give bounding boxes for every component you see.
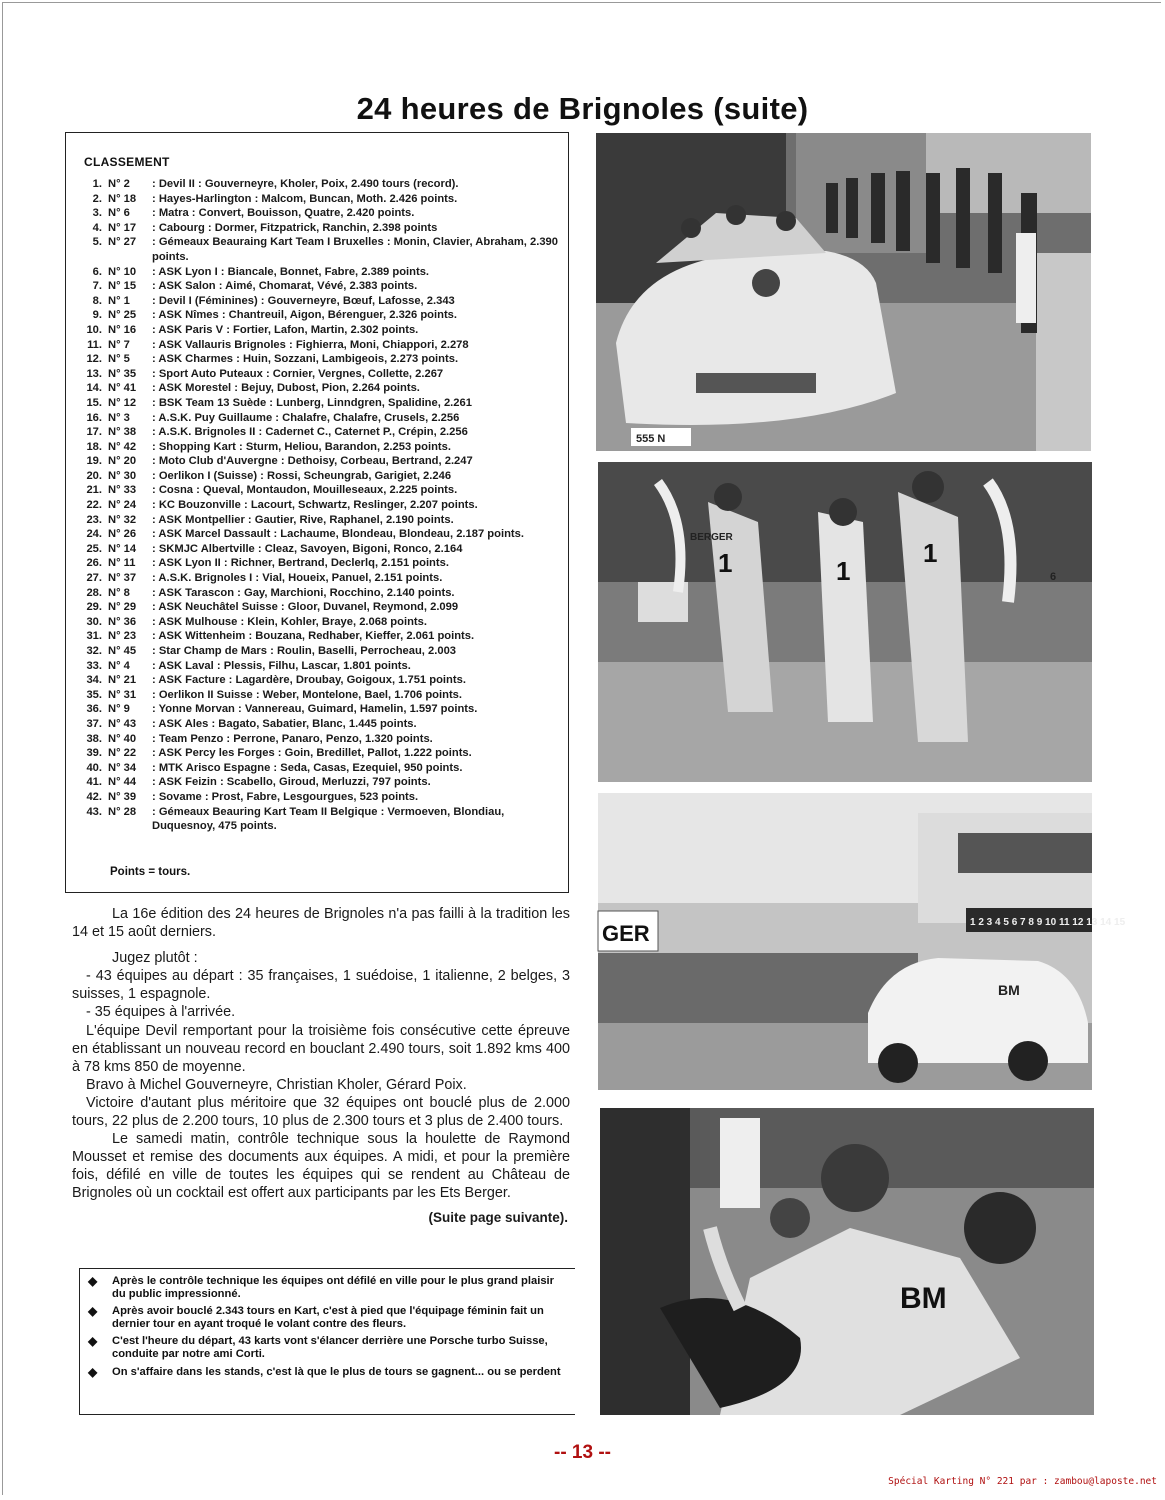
rank-position: 27. <box>86 572 102 585</box>
team-result: : Hayes-Harlington : Malcom, Buncan, Moth. 2.426 points. <box>152 192 458 205</box>
classement-row <box>80 440 560 455</box>
classement-heading: CLASSEMENT <box>84 155 170 169</box>
team-result: : ASK Facture : Lagardère, Droubay, Goigoux, 1.751 points. <box>152 674 466 687</box>
team-result: : ASK Lyon I : Biancale, Bonnet, Fabre, 2.389 points. <box>152 265 430 278</box>
classement-row <box>80 732 560 747</box>
classement-row <box>80 600 560 615</box>
classement-row <box>80 556 560 571</box>
caption-text: C'est l'heure du départ, 43 karts vont s'élancer derrière une Porsche turbo Suisse, conduite par notre ami Corti. <box>112 1335 548 1360</box>
caption-text: On s'affaire dans les stands, c'est là que le plus de tours se gagnent... ou se perdent <box>112 1365 561 1378</box>
classement-row <box>80 673 560 688</box>
rank-position: 10. <box>86 323 102 336</box>
team-number: N° 36 <box>108 615 137 628</box>
rank-position: 4. <box>92 221 102 234</box>
classement-row <box>80 659 560 674</box>
article-paragraph: L'équipe Devil remportant pour la troisième fois consécutive cette épreuve en établissant un nouveau record en bouclant 2.490 tours, soit 1.892 kms 400 à 78 kms 850 de moyenne. <box>72 1022 570 1075</box>
rank-position: 20. <box>86 469 102 482</box>
team-number: N° 38 <box>108 426 137 439</box>
team-number: N° 42 <box>108 440 137 453</box>
photo-start-porsche <box>598 793 1126 1090</box>
diamond-bullet-icon: ◆ <box>88 1334 98 1349</box>
team-number: N° 29 <box>108 601 137 614</box>
continued-note: (Suite page suivante). <box>428 1209 568 1225</box>
rank-position: 18. <box>86 440 102 453</box>
photo2-sponsor: BERGER <box>690 532 733 543</box>
photo-pit-stand <box>600 1108 1094 1415</box>
team-result: : Oerlikon I (Suisse) : Rossi, Scheungrab, Garigiet, 2.246 <box>152 469 452 482</box>
team-result: : A.S.K. Brignoles II : Cadernet C., Caternet P., Crépin, 2.256 <box>152 426 468 439</box>
classement-note: Points = tours. <box>110 866 191 878</box>
team-result: : A.S.K. Brignoles I : Vial, Houeix, Panuel, 2.151 points. <box>152 572 443 585</box>
team-result: : Star Champ de Mars : Roulin, Baselli, Perrocheau, 2.003 <box>152 645 457 657</box>
classement-row <box>80 352 560 367</box>
team-number: N° 23 <box>108 630 137 643</box>
photo3-lap-board: 1 2 3 4 5 6 7 8 9 10 11 12 13 14 15 <box>970 917 1126 928</box>
team-number: N° 7 <box>108 338 130 351</box>
rank-position: 42. <box>86 790 102 803</box>
team-number: N° 27 <box>108 236 137 249</box>
classement-row <box>80 221 560 236</box>
team-result: : Yonne Morvan : Vannereau, Guimard, Hamelin, 1.597 points. <box>152 703 478 716</box>
team-result: : ASK Salon : Aimé, Chomarat, Vévé, 2.383 points. <box>152 280 418 293</box>
team-number: N° 41 <box>108 382 137 395</box>
classement-row <box>80 702 560 717</box>
team-number: N° 24 <box>108 499 137 512</box>
team-result: : Oerlikon II Suisse : Weber, Montelone, Bael, 1.706 points. <box>152 688 463 701</box>
photo-caption <box>88 1366 569 1379</box>
diamond-bullet-icon: ◆ <box>88 1304 98 1319</box>
classement-box <box>65 132 569 893</box>
classement-row <box>80 761 560 776</box>
team-number: N° 30 <box>108 469 137 482</box>
classement-row <box>80 308 560 323</box>
article-paragraph: Jugez plutôt : <box>112 950 198 967</box>
team-number: N° 39 <box>108 790 137 803</box>
team-result: : Matra : Convert, Bouisson, Quatre, 2.420 points. <box>152 207 415 220</box>
rank-position: 36. <box>86 703 102 716</box>
rank-position: 6. <box>92 265 102 278</box>
team-result: : Team Penzo : Perrone, Panaro, Penzo, 1.320 points. <box>152 732 433 745</box>
classement-row <box>80 192 560 207</box>
classement-row <box>80 469 560 484</box>
diamond-bullet-icon: ◆ <box>88 1274 98 1288</box>
photo2-bib-2: 1 <box>836 556 851 586</box>
rank-position: 13. <box>86 367 102 380</box>
rank-position: 30. <box>86 615 102 628</box>
classement-row <box>80 542 560 557</box>
team-result: : Gémeaux Beauring Kart Team II Belgique : Vermoeven, Blondiau, Duquesnoy, 475 points. <box>152 805 505 833</box>
team-number: N° 1 <box>108 294 130 307</box>
team-number: N° 26 <box>108 528 137 541</box>
team-result: : SKMJC Albertville : Cleaz, Savoyen, Bigoni, Ronco, 2.164 <box>152 542 463 555</box>
classement-row <box>80 615 560 630</box>
classement-row <box>80 746 560 761</box>
team-number: N° 28 <box>108 805 137 818</box>
rank-position: 12. <box>86 353 102 366</box>
rank-position: 19. <box>86 455 102 468</box>
photo-captions-box <box>79 1268 575 1415</box>
article-paragraph: Victoire d'autant plus méritoire que 32 équipes ont bouclé plus de 2.000 tours, 22 plus de 2.200 tours, 10 plus de 2.300 tours et 3 plus de 2.400 tours. <box>72 1094 570 1130</box>
classement-row <box>80 294 560 309</box>
rank-position: 21. <box>86 484 102 497</box>
article-paragraph: - 35 équipes à l'arrivée. <box>86 1004 236 1021</box>
team-number: N° 18 <box>108 192 137 205</box>
team-result: : ASK Vallauris Brignoles : Fighierra, Moni, Chiappori, 2.278 <box>152 338 469 351</box>
photo1-plate: 555 N <box>636 433 666 445</box>
team-result: : Gémeaux Beauraing Kart Team I Bruxelles : Monin, Clavier, Abraham, 2.390 points. <box>152 236 558 263</box>
team-result: : Cosna : Queval, Montaudon, Mouilleseaux, 2.225 points. <box>152 484 458 497</box>
classement-row <box>80 527 560 542</box>
rank-position: 24. <box>86 528 102 541</box>
team-result: : A.S.K. Puy Guillaume : Chalafre, Chalafre, Crusels, 2.256 <box>152 411 460 424</box>
photo-caption <box>88 1275 569 1300</box>
rank-position: 38. <box>86 732 102 745</box>
classement-row <box>80 323 560 338</box>
team-result: : ASK Lyon II : Richner, Bertrand, Declerlq, 2.151 points. <box>152 557 449 570</box>
rank-position: 29. <box>86 601 102 614</box>
team-result: : ASK Marcel Dassault : Lachaume, Blondeau, Blondeau, 2.187 points. <box>152 528 524 541</box>
rank-position: 31. <box>86 630 102 643</box>
team-result: : KC Bouzonville : Lacourt, Schwartz, Reslinger, 2.207 points. <box>152 499 478 512</box>
classement-row <box>80 775 560 790</box>
team-number: N° 14 <box>108 542 137 555</box>
classement-row <box>80 381 560 396</box>
rank-position: 34. <box>86 674 102 687</box>
team-result: : ASK Charmes : Huin, Sozzani, Lambigeois, 2.273 points. <box>152 353 459 366</box>
classement-row <box>80 177 560 192</box>
team-result: : ASK Feizin : Scabello, Giroud, Merluzzi, 797 points. <box>152 776 431 789</box>
rank-position: 33. <box>86 659 102 672</box>
team-result: : ASK Wittenheim : Bouzana, Redhaber, Kieffer, 2.061 points. <box>152 630 475 643</box>
team-result: : Cabourg : Dormer, Fitzpatrick, Ranchin, 2.398 points <box>152 221 438 234</box>
rank-position: 2. <box>92 192 102 205</box>
team-result: : Devil I (Féminines) : Gouverneyre, Bœuf, Lafosse, 2.343 <box>152 294 455 307</box>
team-result: : ASK Nîmes : Chantreuil, Aigon, Bérenguer, 2.326 points. <box>152 309 458 322</box>
team-number: N° 2 <box>108 178 130 190</box>
photo3-sign: GER <box>602 921 650 946</box>
team-result: : MTK Arisco Espagne : Seda, Casas, Ezequiel, 950 points. <box>152 761 463 774</box>
classement-row <box>80 411 560 426</box>
rank-position: 8. <box>92 294 102 307</box>
team-number: N° 17 <box>108 221 137 234</box>
photo-women-team <box>598 462 1092 782</box>
rank-position: 22. <box>86 499 102 512</box>
team-result: : ASK Percy les Forges : Goin, Bredillet, Pallot, 1.222 points. <box>152 747 472 760</box>
team-number: N° 16 <box>108 323 137 336</box>
rank-position: 16. <box>86 411 102 424</box>
rank-position: 11. <box>87 338 102 351</box>
team-number: N° 6 <box>108 207 130 220</box>
team-number: N° 45 <box>108 645 137 657</box>
rank-position: 5. <box>92 236 102 249</box>
classement-row <box>80 571 560 586</box>
team-number: N° 31 <box>108 688 137 701</box>
team-number: N° 15 <box>108 280 137 293</box>
classement-row <box>80 498 560 513</box>
rank-position: 17. <box>86 426 102 439</box>
caption-text: Après avoir bouclé 2.343 tours en Kart, c'est à pied que l'équipage féminin fait un dernier tour en ayant troqué le volant contre des fleurs. <box>112 1305 544 1330</box>
classement-row <box>80 367 560 382</box>
team-result: : ASK Ales : Bagato, Sabatier, Blanc, 1.445 points. <box>152 717 417 730</box>
classement-row <box>80 513 560 528</box>
classement-row <box>80 265 560 280</box>
classement-row <box>80 790 560 805</box>
classement-row <box>80 717 560 732</box>
rank-position: 26. <box>86 557 102 570</box>
rank-position: 41. <box>86 776 102 789</box>
team-number: N° 33 <box>108 484 137 497</box>
team-result: : Moto Club d'Auvergne : Dethoisy, Corbeau, Bertrand, 2.247 <box>152 455 473 468</box>
rank-position: 43. <box>86 805 102 818</box>
team-number: N° 4 <box>108 659 130 672</box>
rank-position: 7. <box>92 280 102 293</box>
team-result: : ASK Tarascon : Gay, Marchioni, Rocchino, 2.140 points. <box>152 586 455 599</box>
classement-row <box>80 206 560 221</box>
page-title: 24 heures de Brignoles (suite) <box>356 90 809 126</box>
classement-row <box>80 483 560 498</box>
caption-text: Après le contrôle technique les équipes ont défilé en ville pour le plus grand plaisir du public impressionné. <box>112 1275 555 1300</box>
classement-row <box>80 425 560 440</box>
classement-row <box>80 396 560 411</box>
photo2-bib-3: 1 <box>923 538 938 568</box>
team-result: : ASK Montpellier : Gautier, Rive, Raphanel, 2.190 points. <box>152 513 454 526</box>
rank-position: 23. <box>86 513 102 526</box>
team-number: N° 3 <box>108 411 130 424</box>
team-result: : ASK Morestel : Bejuy, Dubost, Pion, 2.264 points. <box>152 382 420 395</box>
team-result: : Sovame : Prost, Fabre, Lesgourgues, 523 points. <box>152 790 419 803</box>
photo-parade <box>596 133 1091 451</box>
article-paragraph: La 16e édition des 24 heures de Brignoles n'a pas failli à la tradition les 14 et 15 août derniers. <box>72 906 570 941</box>
rank-position: 39. <box>86 747 102 760</box>
page-credit: Spécial Karting N° 221 par : zambou@laposte.net <box>888 1476 1157 1487</box>
classement-row <box>80 629 560 644</box>
photo2-bib-1: 1 <box>718 548 733 578</box>
team-number: N° 43 <box>108 717 137 730</box>
team-number: N° 5 <box>108 353 130 366</box>
classement-row <box>80 279 560 294</box>
photo2-bib-small: 6 <box>1050 571 1057 583</box>
team-result: : Devil II : Gouverneyre, Kholer, Poix, 2.490 tours (record). <box>152 178 459 190</box>
team-result: : ASK Paris V : Fortier, Lafon, Martin, 2.302 points. <box>152 323 419 336</box>
photo-caption <box>88 1305 569 1330</box>
team-result: : ASK Neuchâtel Suisse : Gloor, Duvanel, Reymond, 2.099 <box>152 601 459 614</box>
photo3-car-logo: BM <box>998 982 1020 998</box>
rank-position: 15. <box>86 396 102 409</box>
team-number: N° 12 <box>108 396 137 409</box>
article-body <box>72 905 570 1227</box>
classement-row <box>80 338 560 353</box>
rank-position: 1. <box>92 178 102 190</box>
team-result: : ASK Laval : Plessis, Filhu, Lascar, 1.801 points. <box>152 659 411 672</box>
classement-list <box>80 177 560 834</box>
classement-row <box>80 688 560 703</box>
team-result: : BSK Team 13 Suède : Lunberg, Linndgren, Spalidine, 2.261 <box>152 396 472 409</box>
team-number: N° 8 <box>108 586 130 599</box>
rank-position: 40. <box>86 761 102 774</box>
photo-caption <box>88 1335 569 1360</box>
rank-position: 25. <box>86 542 102 555</box>
article-paragraph: Le samedi matin, contrôle technique sous la houlette de Raymond Mousset et remise des documents aux équipes. A midi, et pour la première fois, défilé en ville de toutes les équipes qui se rendent au Château de Brignoles où un cocktail est offert aux participants par les Ets Berger. <box>72 1131 570 1202</box>
rank-position: 28. <box>86 586 102 599</box>
classement-row <box>80 644 560 659</box>
diamond-bullet-icon: ◆ <box>88 1364 98 1379</box>
team-number: N° 40 <box>108 732 137 745</box>
team-number: N° 22 <box>108 747 137 760</box>
team-result: : Sport Auto Puteaux : Cornier, Vergnes, Collette, 2.267 <box>152 367 444 380</box>
rank-position: 37. <box>86 717 102 730</box>
article-paragraph: - 43 équipes au départ : 35 françaises, 1 suédoise, 1 italienne, 2 belges, 3 suisses, 1 espagnole. <box>72 968 570 1003</box>
team-number: N° 25 <box>108 309 137 322</box>
team-number: N° 34 <box>108 761 137 774</box>
rank-position: 14. <box>86 382 102 395</box>
team-number: N° 10 <box>108 265 137 278</box>
photo4-shirt-logo: BM <box>900 1282 947 1315</box>
team-number: N° 20 <box>108 455 137 468</box>
rank-position: 9. <box>92 309 102 322</box>
team-number: N° 11 <box>108 557 136 570</box>
team-result: : Shopping Kart : Sturm, Heliou, Barandon, 2.253 points. <box>152 440 451 453</box>
page-number: -- 13 -- <box>554 1442 611 1463</box>
classement-row <box>80 235 560 264</box>
classement-row <box>80 586 560 601</box>
team-number: N° 21 <box>108 674 137 687</box>
classement-row <box>80 454 560 469</box>
rank-position: 3. <box>92 207 102 220</box>
rank-position: 32. <box>86 645 102 657</box>
rank-position: 35. <box>86 688 102 701</box>
team-number: N° 37 <box>108 572 137 585</box>
team-number: N° 35 <box>108 367 137 380</box>
classement-row <box>80 805 560 834</box>
team-number: N° 32 <box>108 513 137 526</box>
team-number: N° 9 <box>108 703 130 716</box>
team-number: N° 44 <box>108 776 137 789</box>
team-result: : ASK Mulhouse : Klein, Kohler, Braye, 2.068 points. <box>152 615 427 628</box>
article-paragraph: Bravo à Michel Gouverneyre, Christian Kholer, Gérard Poix. <box>86 1076 467 1093</box>
